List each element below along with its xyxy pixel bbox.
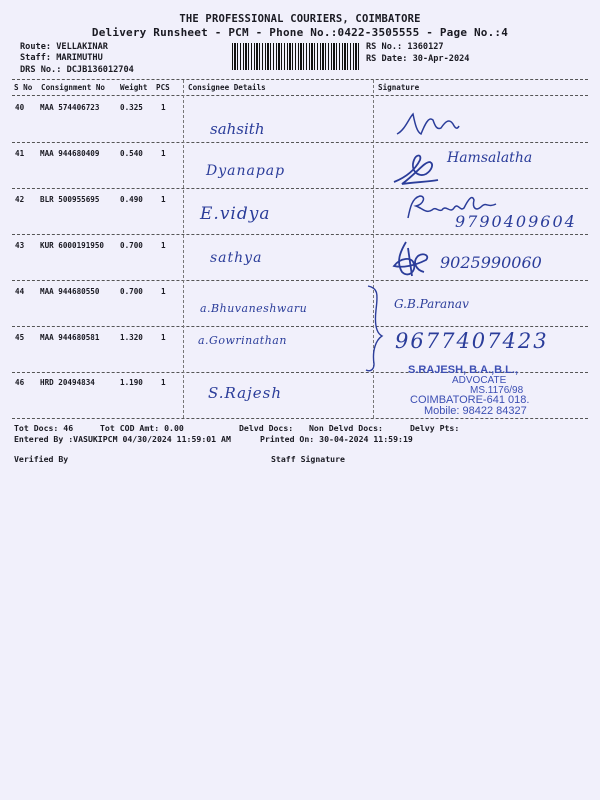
printed-on: Printed On: 30-04-2024 11:59:19 [260, 434, 413, 444]
row-sno: 46 [15, 378, 25, 387]
row-consignment: KUR 6000191950 [40, 241, 105, 250]
signature-scribble [386, 238, 436, 280]
column-separator [183, 80, 184, 418]
signature-phone: 9677407423 [395, 329, 549, 353]
row-pcs: 1 [161, 103, 166, 112]
row-divider [12, 188, 588, 189]
signature-handwriting: Hamsalatha [447, 150, 533, 166]
row-sno: 43 [15, 241, 25, 250]
row-divider [12, 234, 588, 235]
staff-label: Staff: MARIMUTHU [20, 53, 103, 63]
delivery-points: Delvy Pts: [410, 423, 460, 433]
row-weight: 0.540 [120, 149, 143, 158]
row-consignment: HRD 20494834 [40, 378, 95, 387]
runsheet-title: Delivery Runsheet - PCM - Phone No.:0422-3505555 - Page No.:4 [91, 26, 509, 39]
verified-by-label: Verified By [14, 454, 69, 464]
signature-scribble [395, 110, 465, 140]
row-pcs: 1 [161, 378, 166, 387]
non-delivered-docs: Non Delvd Docs: [309, 423, 383, 433]
staff-signature-label: Staff Signature [271, 454, 345, 464]
row-sno: 45 [15, 333, 25, 342]
entered-by: Entered By :VASUKIPCM 04/30/2024 11:59:01 AM [14, 434, 231, 444]
row-weight: 0.490 [120, 195, 143, 204]
consignee-handwriting: sahsith [210, 120, 265, 138]
signature-phone: 9790409604 [455, 212, 577, 231]
row-consignment: MAA 944680409 [40, 149, 100, 158]
row-pcs: 1 [161, 287, 166, 296]
row-consignment: MAA 944680550 [40, 287, 100, 296]
bracket-mark [364, 284, 384, 374]
row-sno: 41 [15, 149, 25, 158]
stamp-city: COIMBATORE-641 018. [410, 394, 530, 406]
stamp-name: S.RAJESH, B.A.,B.L., [408, 364, 519, 376]
table-bottom-rule [12, 418, 588, 419]
consignee-handwriting: S.Rajesh [208, 384, 282, 402]
row-pcs: 1 [161, 241, 166, 250]
consignee-handwriting: a.Gowrinathan [198, 334, 287, 347]
row-weight: 0.700 [120, 287, 143, 296]
row-divider [12, 326, 588, 327]
header-signature: Signature [378, 83, 420, 92]
row-consignment: MAA 574406723 [40, 103, 100, 112]
delivered-docs: Delvd Docs: [239, 423, 294, 433]
row-weight: 0.700 [120, 241, 143, 250]
row-divider [12, 142, 588, 143]
stamp-reg: MS.1176/98 [470, 385, 524, 396]
consignee-handwriting: E.vidya [200, 204, 271, 224]
signature-scribble [390, 152, 442, 188]
row-consignment: MAA 944680581 [40, 333, 100, 342]
consignee-handwriting: sathya [210, 250, 263, 266]
header-sno: S No [14, 83, 33, 92]
consignee-handwriting: a.Bhuvaneshwaru [200, 302, 308, 315]
header-weight: Weight [120, 83, 148, 92]
total-cod-amount: Tot COD Amt: 0.00 [100, 423, 184, 433]
header-pcs: PCS [156, 83, 170, 92]
signature-handwriting: G.B.Paranav [394, 297, 469, 311]
row-divider [12, 280, 588, 281]
row-sno: 40 [15, 103, 25, 112]
total-docs: Tot Docs: 46 [14, 423, 74, 433]
drs-number: DRS No.: DCJB136012704 [20, 65, 134, 75]
header-consignee: Consignee Details [188, 83, 266, 92]
signature-phone: 9025990060 [440, 253, 542, 272]
row-pcs: 1 [161, 195, 166, 204]
row-weight: 1.320 [120, 333, 143, 342]
row-weight: 0.325 [120, 103, 143, 112]
stamp-mobile: Mobile: 98422 84327 [424, 405, 527, 417]
stamp-role: ADVOCATE [452, 375, 507, 386]
row-sno: 42 [15, 195, 25, 204]
table-top-rule [12, 79, 588, 80]
row-pcs: 1 [161, 333, 166, 342]
row-consignment: BLR 500955695 [40, 195, 100, 204]
row-weight: 1.190 [120, 378, 143, 387]
row-pcs: 1 [161, 149, 166, 158]
rs-date: RS Date: 30-Apr-2024 [366, 54, 470, 64]
barcode [232, 43, 360, 70]
route-label: Route: VELLAKINAR [20, 42, 108, 52]
rs-number: RS No.: 1360127 [366, 42, 444, 52]
row-sno: 44 [15, 287, 25, 296]
company-title: THE PROFESSIONAL COURIERS, COIMBATORE [179, 13, 421, 25]
table-header-rule [12, 95, 588, 96]
consignee-handwriting: Dyanapap [206, 163, 286, 179]
header-consignment: Consignment No [41, 83, 106, 92]
